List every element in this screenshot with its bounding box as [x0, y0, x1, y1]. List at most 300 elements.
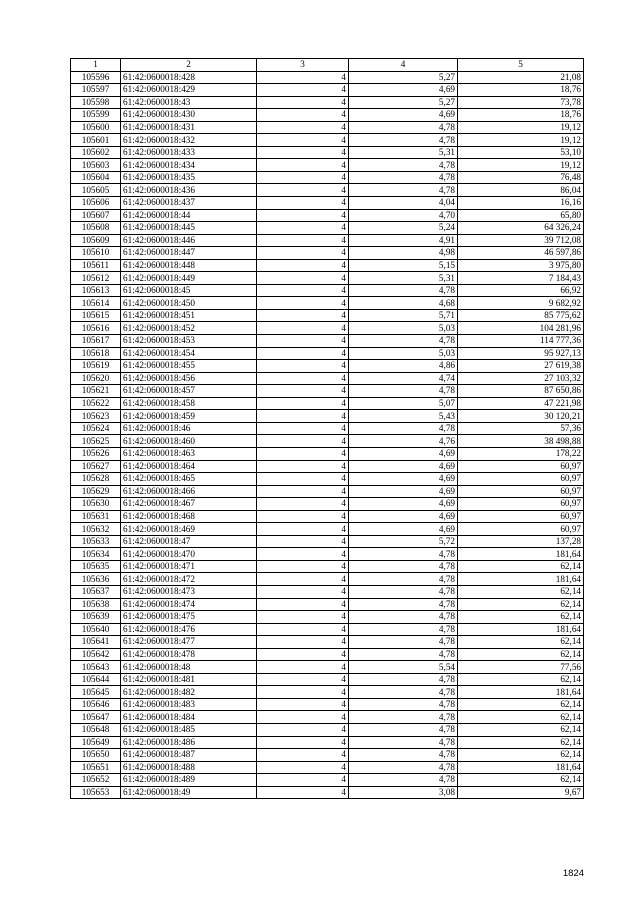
rate-cell: 5,43	[349, 410, 458, 423]
table-row	[71, 146, 584, 159]
category-cell: 4	[257, 410, 349, 423]
table-row	[71, 335, 584, 348]
row-number-cell: 105613	[71, 284, 121, 297]
amount-cell: 73,78	[458, 96, 584, 109]
rate-cell: 3,08	[349, 786, 458, 799]
row-number-cell: 105638	[71, 598, 121, 611]
rate-cell: 5,71	[349, 309, 458, 322]
rate-cell: 5,72	[349, 535, 458, 548]
cadastral-number-cell: 61:42:0600018:464	[121, 460, 257, 473]
cadastral-number-cell: 61:42:0600018:429	[121, 84, 257, 97]
category-cell: 4	[257, 385, 349, 398]
cadastral-number-cell: 61:42:0600018:466	[121, 485, 257, 498]
table-row	[71, 96, 584, 109]
category-cell: 4	[257, 510, 349, 523]
category-cell: 4	[257, 749, 349, 762]
amount-cell: 27 103,32	[458, 372, 584, 385]
table-row	[71, 197, 584, 210]
category-cell: 4	[257, 146, 349, 159]
amount-cell: 62,14	[458, 648, 584, 661]
amount-cell: 19,12	[458, 134, 584, 147]
amount-cell: 60,97	[458, 460, 584, 473]
rate-cell: 5,54	[349, 661, 458, 674]
amount-cell: 60,97	[458, 485, 584, 498]
column-header-3: 3	[257, 59, 349, 72]
rate-cell: 5,03	[349, 347, 458, 360]
amount-cell: 77,56	[458, 661, 584, 674]
amount-cell: 114 777,36	[458, 335, 584, 348]
category-cell: 4	[257, 84, 349, 97]
row-number-cell: 105602	[71, 146, 121, 159]
amount-cell: 62,14	[458, 673, 584, 686]
cadastral-number-cell: 61:42:0600018:488	[121, 761, 257, 774]
table-row	[71, 648, 584, 661]
cadastral-number-cell: 61:42:0600018:457	[121, 385, 257, 398]
row-number-cell: 105606	[71, 197, 121, 210]
table-row	[71, 134, 584, 147]
table-row	[71, 535, 584, 548]
cadastral-number-cell: 61:42:0600018:465	[121, 473, 257, 486]
rate-cell: 4,69	[349, 510, 458, 523]
cadastral-number-cell: 61:42:0600018:446	[121, 234, 257, 247]
row-number-cell: 105605	[71, 184, 121, 197]
cadastral-number-cell: 61:42:0600018:430	[121, 109, 257, 122]
category-cell: 4	[257, 523, 349, 536]
amount-cell: 60,97	[458, 510, 584, 523]
row-number-cell: 105647	[71, 711, 121, 724]
amount-cell: 85 775,62	[458, 309, 584, 322]
table-row	[71, 749, 584, 762]
row-number-cell: 105623	[71, 410, 121, 423]
row-number-cell: 105653	[71, 786, 121, 799]
table-row	[71, 598, 584, 611]
row-number-cell: 105632	[71, 523, 121, 536]
table-row	[71, 774, 584, 787]
category-cell: 4	[257, 422, 349, 435]
table-row	[71, 673, 584, 686]
row-number-cell: 105652	[71, 774, 121, 787]
table-row	[71, 385, 584, 398]
row-number-cell: 105611	[71, 259, 121, 272]
row-number-cell: 105624	[71, 422, 121, 435]
rate-cell: 4,78	[349, 774, 458, 787]
rate-cell: 5,31	[349, 272, 458, 285]
row-number-cell: 105598	[71, 96, 121, 109]
row-number-cell: 105620	[71, 372, 121, 385]
row-number-cell: 105636	[71, 573, 121, 586]
row-number-cell: 105612	[71, 272, 121, 285]
table-row	[71, 723, 584, 736]
table-row	[71, 485, 584, 498]
row-number-cell: 105597	[71, 84, 121, 97]
category-cell: 4	[257, 686, 349, 699]
category-cell: 4	[257, 611, 349, 624]
rate-cell: 5,31	[349, 146, 458, 159]
category-cell: 4	[257, 397, 349, 410]
row-number-cell: 105604	[71, 171, 121, 184]
cadastral-number-cell: 61:42:0600018:467	[121, 498, 257, 511]
cadastral-number-cell: 61:42:0600018:432	[121, 134, 257, 147]
category-cell: 4	[257, 711, 349, 724]
table-row	[71, 435, 584, 448]
row-number-cell: 105616	[71, 322, 121, 335]
row-number-cell: 105644	[71, 673, 121, 686]
rate-cell: 4,69	[349, 84, 458, 97]
table-row	[71, 184, 584, 197]
cadastral-number-cell: 61:42:0600018:433	[121, 146, 257, 159]
rate-cell: 4,78	[349, 698, 458, 711]
category-cell: 4	[257, 535, 349, 548]
amount-cell: 38 498,88	[458, 435, 584, 448]
table-row	[71, 234, 584, 247]
rate-cell: 4,86	[349, 360, 458, 373]
cadastral-number-cell: 61:42:0600018:45	[121, 284, 257, 297]
rate-cell: 4,78	[349, 623, 458, 636]
table-row	[71, 347, 584, 360]
amount-cell: 16,16	[458, 197, 584, 210]
table-row	[71, 510, 584, 523]
rate-cell: 4,78	[349, 648, 458, 661]
rate-cell: 4,78	[349, 585, 458, 598]
row-number-cell: 105650	[71, 749, 121, 762]
category-cell: 4	[257, 259, 349, 272]
amount-cell: 39 712,08	[458, 234, 584, 247]
amount-cell: 46 597,86	[458, 247, 584, 260]
amount-cell: 87 650,86	[458, 385, 584, 398]
amount-cell: 18,76	[458, 109, 584, 122]
amount-cell: 19,12	[458, 159, 584, 172]
rate-cell: 4,78	[349, 422, 458, 435]
category-cell: 4	[257, 121, 349, 134]
table-row	[71, 272, 584, 285]
column-header-2: 2	[121, 59, 257, 72]
table-row	[71, 736, 584, 749]
rate-cell: 5,15	[349, 259, 458, 272]
category-cell: 4	[257, 786, 349, 799]
rate-cell: 5,24	[349, 222, 458, 235]
category-cell: 4	[257, 736, 349, 749]
cadastral-number-cell: 61:42:0600018:436	[121, 184, 257, 197]
rate-cell: 4,78	[349, 723, 458, 736]
table-row	[71, 360, 584, 373]
cadastral-number-cell: 61:42:0600018:44	[121, 209, 257, 222]
table-row	[71, 786, 584, 799]
cadastral-number-cell: 61:42:0600018:454	[121, 347, 257, 360]
table-row	[71, 397, 584, 410]
amount-cell: 62,14	[458, 723, 584, 736]
amount-cell: 60,97	[458, 473, 584, 486]
row-number-cell: 105618	[71, 347, 121, 360]
rate-cell: 4,69	[349, 447, 458, 460]
cadastral-number-cell: 61:42:0600018:48	[121, 661, 257, 674]
table-row	[71, 372, 584, 385]
category-cell: 4	[257, 548, 349, 561]
amount-cell: 62,14	[458, 598, 584, 611]
category-cell: 4	[257, 460, 349, 473]
category-cell: 4	[257, 485, 349, 498]
cadastral-number-cell: 61:42:0600018:472	[121, 573, 257, 586]
amount-cell: 62,14	[458, 749, 584, 762]
amount-cell: 7 184,43	[458, 272, 584, 285]
table-row	[71, 171, 584, 184]
amount-cell: 181,64	[458, 573, 584, 586]
cadastral-number-cell: 61:42:0600018:474	[121, 598, 257, 611]
amount-cell: 62,14	[458, 636, 584, 649]
cadastral-number-cell: 61:42:0600018:485	[121, 723, 257, 736]
rate-cell: 4,69	[349, 460, 458, 473]
rate-cell: 4,69	[349, 523, 458, 536]
rate-cell: 4,78	[349, 761, 458, 774]
amount-cell: 62,14	[458, 736, 584, 749]
row-number-cell: 105596	[71, 71, 121, 84]
cadastral-number-cell: 61:42:0600018:484	[121, 711, 257, 724]
table-row	[71, 611, 584, 624]
table-row	[71, 686, 584, 699]
rate-cell: 5,07	[349, 397, 458, 410]
table-row	[71, 247, 584, 260]
amount-cell: 137,28	[458, 535, 584, 548]
rate-cell: 4,74	[349, 372, 458, 385]
amount-cell: 47 221,98	[458, 397, 584, 410]
cadastral-number-cell: 61:42:0600018:448	[121, 259, 257, 272]
table-row	[71, 711, 584, 724]
cadastral-number-cell: 61:42:0600018:470	[121, 548, 257, 561]
cadastral-number-cell: 61:42:0600018:473	[121, 585, 257, 598]
row-number-cell: 105600	[71, 121, 121, 134]
amount-cell: 181,64	[458, 686, 584, 699]
table-row	[71, 159, 584, 172]
category-cell: 4	[257, 247, 349, 260]
table-row	[71, 410, 584, 423]
row-number-cell: 105641	[71, 636, 121, 649]
amount-cell: 18,76	[458, 84, 584, 97]
amount-cell: 62,14	[458, 698, 584, 711]
cadastral-number-cell: 61:42:0600018:428	[121, 71, 257, 84]
row-number-cell: 105609	[71, 234, 121, 247]
amount-cell: 65,80	[458, 209, 584, 222]
table-row	[71, 698, 584, 711]
amount-cell: 62,14	[458, 585, 584, 598]
rate-cell: 4,78	[349, 335, 458, 348]
row-number-cell: 105608	[71, 222, 121, 235]
row-number-cell: 105631	[71, 510, 121, 523]
rate-cell: 4,78	[349, 548, 458, 561]
amount-cell: 19,12	[458, 121, 584, 134]
category-cell: 4	[257, 560, 349, 573]
cadastral-number-cell: 61:42:0600018:46	[121, 422, 257, 435]
amount-cell: 60,97	[458, 498, 584, 511]
category-cell: 4	[257, 96, 349, 109]
table-row	[71, 322, 584, 335]
category-cell: 4	[257, 673, 349, 686]
table-row	[71, 121, 584, 134]
cadastral-number-cell: 61:42:0600018:431	[121, 121, 257, 134]
cadastral-number-cell: 61:42:0600018:43	[121, 96, 257, 109]
row-number-cell: 105646	[71, 698, 121, 711]
table-row	[71, 222, 584, 235]
amount-cell: 178,22	[458, 447, 584, 460]
amount-cell: 60,97	[458, 523, 584, 536]
category-cell: 4	[257, 71, 349, 84]
amount-cell: 66,92	[458, 284, 584, 297]
cadastral-number-cell: 61:42:0600018:477	[121, 636, 257, 649]
cadastral-number-cell: 61:42:0600018:486	[121, 736, 257, 749]
table-header-row	[71, 59, 584, 72]
row-number-cell: 105630	[71, 498, 121, 511]
category-cell: 4	[257, 335, 349, 348]
cadastral-number-cell: 61:42:0600018:469	[121, 523, 257, 536]
rate-cell: 4,78	[349, 673, 458, 686]
cadastral-number-cell: 61:42:0600018:452	[121, 322, 257, 335]
table-row	[71, 109, 584, 122]
rate-cell: 4,68	[349, 297, 458, 310]
cadastral-number-cell: 61:42:0600018:456	[121, 372, 257, 385]
table-row	[71, 309, 584, 322]
rate-cell: 4,78	[349, 598, 458, 611]
amount-cell: 104 281,96	[458, 322, 584, 335]
category-cell: 4	[257, 636, 349, 649]
cadastral-number-cell: 61:42:0600018:434	[121, 159, 257, 172]
rate-cell: 5,27	[349, 96, 458, 109]
category-cell: 4	[257, 171, 349, 184]
rate-cell: 4,91	[349, 234, 458, 247]
rate-cell: 5,03	[349, 322, 458, 335]
cadastral-number-cell: 61:42:0600018:455	[121, 360, 257, 373]
row-number-cell: 105648	[71, 723, 121, 736]
category-cell: 4	[257, 284, 349, 297]
rate-cell: 4,78	[349, 573, 458, 586]
cadastral-number-cell: 61:42:0600018:451	[121, 309, 257, 322]
cadastral-number-cell: 61:42:0600018:482	[121, 686, 257, 699]
cadastral-number-cell: 61:42:0600018:471	[121, 560, 257, 573]
amount-cell: 27 619,38	[458, 360, 584, 373]
table-row	[71, 623, 584, 636]
rate-cell: 4,78	[349, 121, 458, 134]
row-number-cell: 105617	[71, 335, 121, 348]
row-number-cell: 105645	[71, 686, 121, 699]
row-number-cell: 105651	[71, 761, 121, 774]
rate-cell: 4,76	[349, 435, 458, 448]
category-cell: 4	[257, 222, 349, 235]
rate-cell: 5,27	[349, 71, 458, 84]
rate-cell: 4,70	[349, 209, 458, 222]
rate-cell: 4,78	[349, 284, 458, 297]
amount-cell: 30 120,21	[458, 410, 584, 423]
category-cell: 4	[257, 447, 349, 460]
category-cell: 4	[257, 723, 349, 736]
category-cell: 4	[257, 159, 349, 172]
table-row	[71, 661, 584, 674]
rate-cell: 4,78	[349, 636, 458, 649]
rate-cell: 4,78	[349, 560, 458, 573]
rate-cell: 4,78	[349, 184, 458, 197]
table-row	[71, 761, 584, 774]
rate-cell: 4,69	[349, 485, 458, 498]
cadastral-number-cell: 61:42:0600018:459	[121, 410, 257, 423]
category-cell: 4	[257, 109, 349, 122]
page-number: 1824	[562, 868, 584, 879]
row-number-cell: 105601	[71, 134, 121, 147]
column-header-1: 1	[71, 59, 121, 72]
table-row	[71, 460, 584, 473]
category-cell: 4	[257, 623, 349, 636]
amount-cell: 9,67	[458, 786, 584, 799]
table-row	[71, 422, 584, 435]
rate-cell: 4,78	[349, 171, 458, 184]
table-row	[71, 560, 584, 573]
row-number-cell: 105607	[71, 209, 121, 222]
table-row	[71, 585, 584, 598]
category-cell: 4	[257, 698, 349, 711]
cadastral-number-cell: 61:42:0600018:463	[121, 447, 257, 460]
amount-cell: 62,14	[458, 774, 584, 787]
row-number-cell: 105622	[71, 397, 121, 410]
rate-cell: 4,78	[349, 159, 458, 172]
rate-cell: 4,78	[349, 749, 458, 762]
table-row	[71, 84, 584, 97]
table-row	[71, 284, 584, 297]
amount-cell: 76,48	[458, 171, 584, 184]
category-cell: 4	[257, 197, 349, 210]
amount-cell: 9 682,92	[458, 297, 584, 310]
category-cell: 4	[257, 322, 349, 335]
table-row	[71, 447, 584, 460]
category-cell: 4	[257, 648, 349, 661]
table-row	[71, 636, 584, 649]
category-cell: 4	[257, 498, 349, 511]
amount-cell: 53,10	[458, 146, 584, 159]
cadastral-number-cell: 61:42:0600018:487	[121, 749, 257, 762]
row-number-cell: 105635	[71, 560, 121, 573]
row-number-cell: 105625	[71, 435, 121, 448]
table-row	[71, 523, 584, 536]
rate-cell: 4,78	[349, 736, 458, 749]
row-number-cell: 105627	[71, 460, 121, 473]
table-row	[71, 548, 584, 561]
category-cell: 4	[257, 234, 349, 247]
amount-cell: 62,14	[458, 560, 584, 573]
table-body	[71, 71, 584, 799]
category-cell: 4	[257, 134, 349, 147]
column-header-5: 5	[458, 59, 584, 72]
cadastral-number-cell: 61:42:0600018:445	[121, 222, 257, 235]
row-number-cell: 105629	[71, 485, 121, 498]
row-number-cell: 105634	[71, 548, 121, 561]
row-number-cell: 105626	[71, 447, 121, 460]
rate-cell: 4,78	[349, 611, 458, 624]
cadastral-number-cell: 61:42:0600018:460	[121, 435, 257, 448]
category-cell: 4	[257, 309, 349, 322]
amount-cell: 3 975,80	[458, 259, 584, 272]
category-cell: 4	[257, 473, 349, 486]
cadastral-number-cell: 61:42:0600018:437	[121, 197, 257, 210]
amount-cell: 62,14	[458, 711, 584, 724]
rate-cell: 4,78	[349, 134, 458, 147]
row-number-cell: 105649	[71, 736, 121, 749]
rate-cell: 4,78	[349, 385, 458, 398]
amount-cell: 95 927,13	[458, 347, 584, 360]
row-number-cell: 105615	[71, 309, 121, 322]
amount-cell: 181,64	[458, 761, 584, 774]
amount-cell: 86,04	[458, 184, 584, 197]
category-cell: 4	[257, 585, 349, 598]
category-cell: 4	[257, 774, 349, 787]
cadastral-number-cell: 61:42:0600018:435	[121, 171, 257, 184]
amount-cell: 181,64	[458, 623, 584, 636]
cadastral-number-cell: 61:42:0600018:468	[121, 510, 257, 523]
amount-cell: 57,36	[458, 422, 584, 435]
table-row	[71, 297, 584, 310]
